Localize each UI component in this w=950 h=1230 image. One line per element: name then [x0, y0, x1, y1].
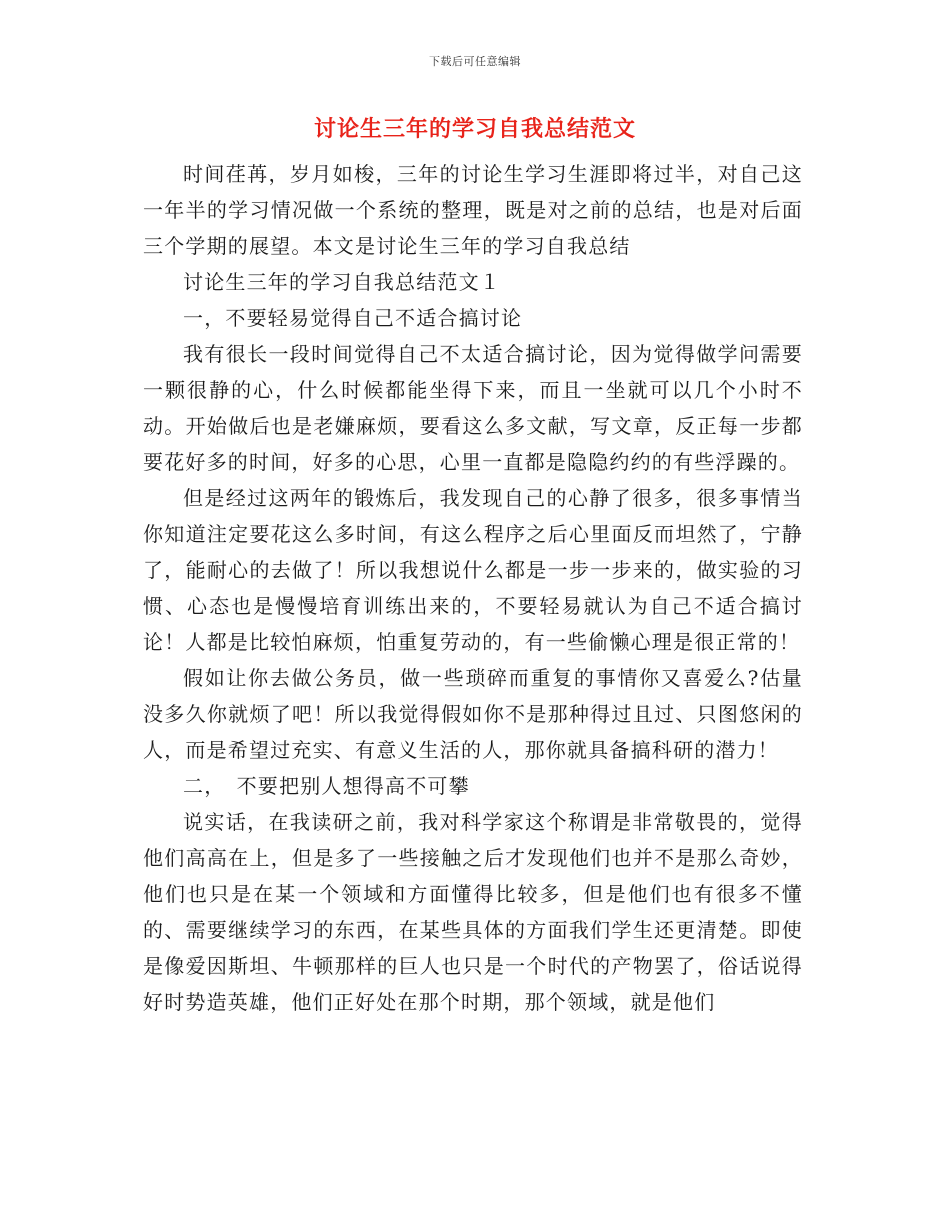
paragraph-body: 假如让你去做公务员，做一些琐碎而重复的事情你又喜爱么?估量没多久你就烦了吧！所以我觉得假如你不是那种得过且过、只图悠闲的人，而是希望过充实、有意义生活的人，那你就具备搞科研的潜力！ — [143, 666, 803, 762]
paragraph-body: 但是经过这两年的锻炼后，我发现自己的心静了很多，很多事情当你知道注定要花这么多时间，有这么程序之后心里面反而坦然了，宁静了，能耐心的去做了！所以我想说什么都是一步一步来的，做实验的习惯、心态也是慢慢培育训练出来的，不要轻易就认为自己不适合搞讨论！人都是比较怕麻烦，怕重复劳动的，有一些偷懒心理是很正常的！ — [143, 486, 803, 654]
point-heading-2: 二， 不要把别人想得高不可攀 — [183, 774, 470, 798]
header-note: 下载后可任意编辑 — [429, 55, 521, 68]
document-body — [143, 156, 803, 1020]
paragraph-intro: 时间荏苒，岁月如梭，三年的讨论生学习生涯即将过半，对自己这一年半的学习情况做一个系统的整理，既是对之前的总结，也是对后面三个学期的展望。本文是讨论生三年的学习自我总结 — [143, 162, 803, 258]
section-title: 讨论生三年的学习自我总结范文１ — [183, 270, 501, 294]
paragraph-body: 说实话，在我读研之前，我对科学家这个称谓是非常敬畏的，觉得他们高高在上，但是多了一些接触之后才发现他们也并不是那么奇妙，他们也只是在某一个领域和方面懂得比较多，但是他们也有很多不懂的、需要继续学习的东西，在某些具体的方面我们学生还更清楚。即使是像爱因斯坦、牛顿那样的巨人也只是一个时代的产物罢了，俗话说得好时势造英雄，他们正好处在那个时期，那个领域，就是他们 — [143, 810, 803, 1014]
document-title: 讨论生三年的学习自我总结范文 — [313, 116, 636, 142]
point-heading-1: 一，不要轻易觉得自己不适合搞讨论 — [183, 306, 523, 330]
paragraph-body: 我有很长一段时间觉得自己不太适合搞讨论，因为觉得做学问需要一颗很静的心，什么时候都能坐得下来，而且一坐就可以几个小时不动。开始做后也是老嫌麻烦，要看这么多文献，写文章，反正每一步都要花好多的时间，好多的心思，心里一直都是隐隐约约的有些浮躁的。 — [143, 342, 803, 474]
